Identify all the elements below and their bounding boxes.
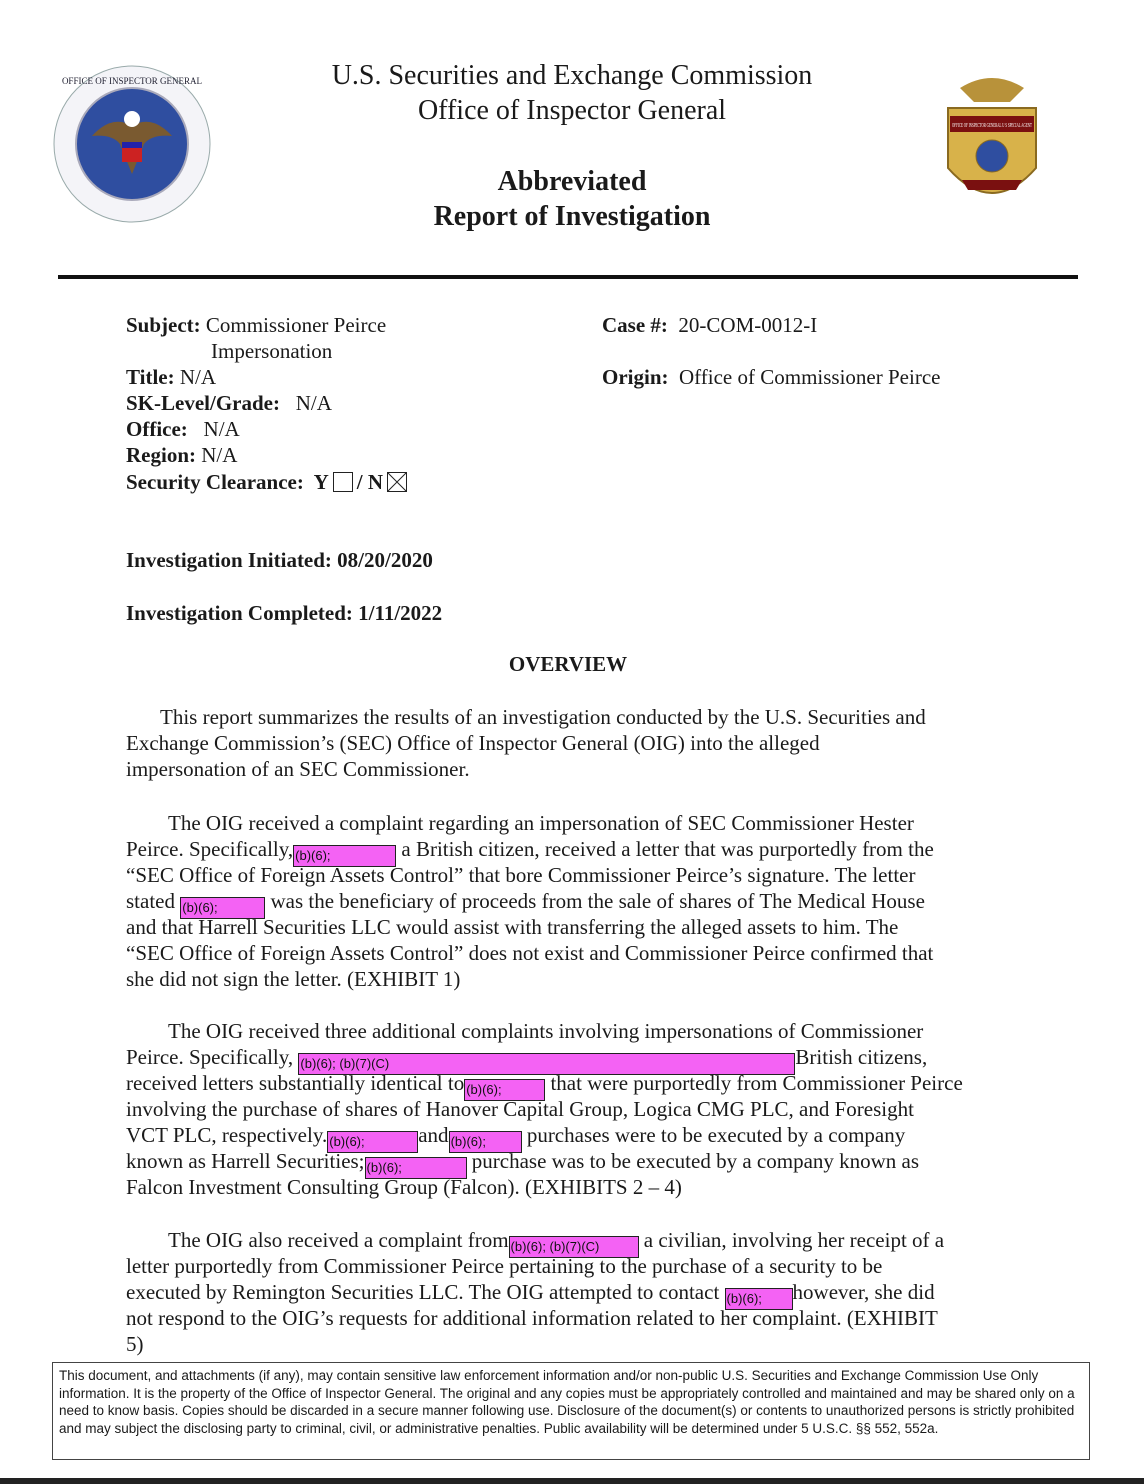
case-number-field: Case #: 20-COM-0012-I — [602, 313, 818, 337]
clearance-no-checkbox-checked — [387, 472, 407, 492]
redaction-box: (b)(6); — [293, 845, 396, 867]
text-segment: 5) — [126, 1332, 144, 1356]
text-segment: The OIG received three additional complaints involving impersonations of Commissioner — [168, 1019, 924, 1043]
text-segment: and — [418, 1123, 449, 1147]
text-segment: not respond to the OIG’s requests for additional information related to her complaint. (EXHIBIT — [126, 1306, 938, 1330]
text-segment: a civilian, involving her receipt of a — [638, 1228, 945, 1252]
text-segment: and that Harrell Securities LLC would assist with transferring the alleged assets to him. The — [126, 915, 899, 939]
paragraph-line — [126, 1331, 144, 1357]
redaction-box: (b)(6); — [365, 1157, 467, 1179]
investigation-initiated: Investigation Initiated: 08/20/2020 — [126, 548, 433, 572]
text-segment: Peirce. Specifically, — [126, 837, 294, 861]
header-divider — [58, 275, 1078, 279]
region-field: Region: N/A — [126, 443, 238, 467]
text-segment: British citizens, — [795, 1045, 928, 1069]
text-segment: however, she did — [792, 1280, 935, 1304]
redaction-box: (b)(6); (b)(7)(C) — [298, 1053, 795, 1075]
redaction-box: (b)(6); — [449, 1131, 522, 1153]
subject-value-cont: Impersonation — [211, 339, 333, 363]
report-title-line2: Report of Investigation — [433, 201, 711, 232]
text-segment: The OIG received a complaint regarding an impersonation of SEC Commissioner Hester — [168, 811, 914, 835]
agency-name: U.S. Securities and Exchange Commission — [331, 60, 813, 91]
text-segment: The OIG also received a complaint from — [168, 1228, 509, 1252]
paragraph-line — [126, 940, 933, 966]
text-segment: Falcon Investment Consulting Group (Falcon). (EXHIBITS 2 – 4) — [126, 1175, 682, 1199]
text-segment: involving the purchase of shares of Hanover Capital Group, Logica CMG PLC, and Foresight — [126, 1097, 914, 1121]
text-segment: “SEC Office of Foreign Assets Control” that bore Commissioner Peirce’s signature. The letter — [126, 863, 916, 887]
text-segment: a British citizen, received a letter that was purportedly from the — [396, 837, 934, 861]
text-segment: stated — [126, 889, 181, 913]
text-segment: received letters substantially identical to — [126, 1071, 465, 1095]
security-clearance-field: Security Clearance: Y / N — [126, 470, 411, 495]
paragraph-line — [126, 730, 820, 756]
text-segment: Peirce. Specifically, — [126, 1045, 299, 1069]
clearance-yes-checkbox — [333, 472, 353, 492]
text-segment: was the beneficiary of proceeds from the sale of shares of The Medical House — [265, 889, 925, 913]
text-segment: impersonation of an SEC Commissioner. — [126, 757, 470, 781]
redaction-box: (b)(6); — [180, 897, 265, 919]
title-field: Title: N/A — [126, 365, 217, 389]
svg-text:OFFICE OF INSPECTOR GENERAL: OFFICE OF INSPECTOR GENERAL — [61, 76, 203, 86]
badge-text: OFFICE OF INSPECTOR GENERAL U S SPECIAL AGENT — [952, 123, 1033, 129]
redaction-box: (b)(6); — [464, 1079, 545, 1101]
paragraph-line — [126, 1305, 938, 1331]
paragraph-line — [126, 1096, 914, 1122]
origin-field: Origin: Office of Commissioner Peirce — [602, 365, 941, 389]
confidentiality-notice: This document, and attachments (if any), may contain sensitive law enforcement information and/or non-public U.S. Securities and Exchange Commission Use Only information. It is the property of the Office of Inspector General. The original and any copies must be appropriately controlled and maintained and may be shared only on a need to know basis. Copies should be discarded in a secure manner following use. Disclosure of the document(s) or contents to unauthorized persons is strictly prohibited and may subject the disclosing party to criminal, civil, or administrative penalties. Public availability will be determined under 5 U.S.C. §§ 552, 552a. — [52, 1362, 1090, 1460]
paragraph-line — [168, 810, 914, 836]
text-segment: purchase was to be executed by a company known as — [466, 1149, 920, 1173]
paragraph-line — [160, 704, 926, 730]
redaction-box: (b)(6); (b)(7)(C) — [509, 1236, 639, 1258]
text-segment: known as Harrell Securities; — [126, 1149, 365, 1173]
text-segment: purchases were to be executed by a company — [521, 1123, 906, 1147]
paragraph-line — [168, 1018, 923, 1044]
office-name: Office of Inspector General — [417, 95, 727, 126]
office-field: Office: N/A — [126, 417, 240, 441]
paragraph-line — [126, 966, 460, 992]
overview-heading: OVERVIEW — [508, 652, 628, 676]
redaction-box: (b)(6); — [725, 1288, 793, 1310]
redaction-box: (b)(6); — [327, 1131, 418, 1153]
investigation-completed: Investigation Completed: 1/11/2022 — [126, 601, 443, 625]
report-title-line1: Abbreviated — [497, 166, 647, 197]
text-segment: she did not sign the letter. (EXHIBIT 1) — [126, 967, 461, 991]
text-segment: executed by Remington Securities LLC. The OIG attempted to contact — [126, 1280, 725, 1304]
text-segment: letter purportedly from Commissioner Peirce pertaining to the purchase of a security to be — [126, 1254, 883, 1278]
subject-field: Subject: Commissioner Peirce — [126, 313, 387, 337]
paragraph-line — [126, 1174, 682, 1200]
text-segment: Exchange Commission’s (SEC) Office of Inspector General (OIG) into the alleged — [126, 731, 820, 755]
text-segment: “SEC Office of Foreign Assets Control” does not exist and Commissioner Peirce confirmed that — [126, 941, 934, 965]
text-segment: VCT PLC, respectively. — [126, 1123, 328, 1147]
paragraph-line — [126, 862, 916, 888]
paragraph-line — [126, 1253, 882, 1279]
sk-level-field: SK-Level/Grade: N/A — [126, 391, 332, 415]
paragraph-line — [126, 914, 898, 940]
text-segment: This report summarizes the results of an investigation conducted by the U.S. Securities and — [160, 705, 926, 729]
page-bottom-bar — [0, 1478, 1144, 1484]
paragraph-line — [126, 756, 470, 782]
text-segment: that were purportedly from Commissioner Peirce — [545, 1071, 963, 1095]
